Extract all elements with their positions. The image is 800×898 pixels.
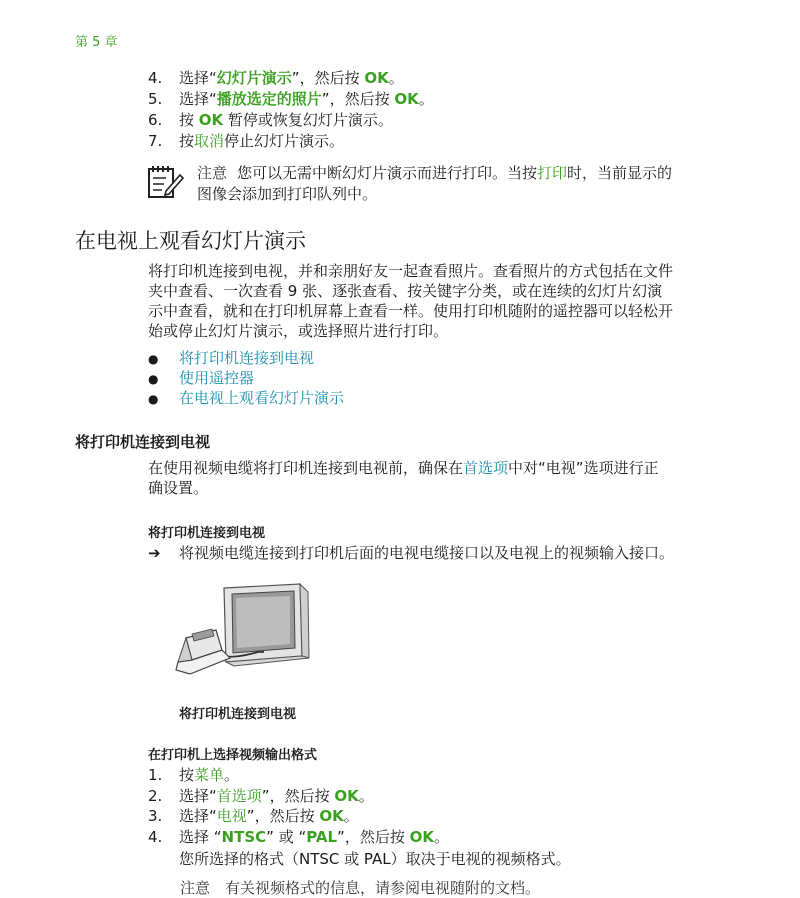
paragraph-line: 确设置。 (148, 479, 209, 497)
paragraph-line: 示中查看，就和在打印机屏幕上查看一样。使用打印机随附的遥控器可以轻松开 (148, 302, 674, 320)
paragraph-line: 夹中查看、一次查看 9 张、逐张查看、按关键字分类，或在连续的幻灯片幻演 (148, 282, 663, 300)
bullet-icon: ● (148, 372, 159, 386)
paragraph-line: 始或停止幻灯片演示，或选择照片进行打印。 (148, 322, 449, 340)
list-item: 7. 按取消停止幻灯片演示。 (148, 132, 345, 150)
paragraph-line: 在使用视频电缆将打印机连接到电视前，确保在首选项中对“电视”选项进行正 (148, 459, 659, 477)
link-preferences[interactable]: 首选项 (463, 459, 509, 477)
section-title: 在电视上观看幻灯片演示 (75, 229, 306, 253)
list-item: 5. 选择“播放选定的照片”，然后按 OK。 (148, 90, 434, 108)
subsection-title: 将打印机连接到电视 (75, 433, 211, 451)
list-item-sub: 您所选择的格式（NTSC 或 PAL）取决于电视的视频格式。 (179, 850, 571, 868)
paragraph-line: 将打印机连接到电视，并和亲朋好友一起查看照片。查看照片的方式包括在文件 (148, 262, 674, 280)
tv-printer-illustration (172, 578, 312, 686)
list-item: 2. 选择“首选项”，然后按 OK。 (148, 787, 374, 805)
bullet-item (148, 388, 344, 409)
link-slideshow-tv[interactable]: 在电视上观看幻灯片演示 (179, 389, 345, 407)
link-remote[interactable]: 使用遥控器 (179, 369, 255, 387)
procedure-step: ➔ 将视频电缆连接到打印机后面的电视电缆接口以及电视上的视频输入接口。 (148, 544, 675, 562)
list-item: 6. 按 OK 暂停或恢复幻灯片演示。 (148, 111, 393, 129)
list-item: 1. 按菜单。 (148, 766, 240, 784)
figure-caption: 将打印机连接到电视 (179, 707, 297, 722)
bullet-icon: ● (148, 352, 159, 366)
list-item: 4. 选择 “NTSC” 或 “PAL”，然后按 OK。 (148, 828, 449, 846)
note-pad-icon (146, 163, 184, 201)
note-text-partial: 注意 有关视频格式的信息，请参阅电视随附的文档。 (180, 879, 541, 897)
note-text: 注意 您可以无需中断幻灯片演示而进行打印。当按打印时，当前显示的 (197, 164, 673, 182)
bullet-item (148, 348, 314, 369)
link-connect-tv[interactable]: 将打印机连接到电视 (179, 349, 315, 367)
procedure-title: 在打印机上选择视频输出格式 (148, 748, 318, 763)
arrow-icon: ➔ (148, 544, 161, 562)
bullet-item (148, 368, 254, 389)
list-item: 3. 选择“电视”，然后按 OK。 (148, 807, 359, 825)
bullet-icon: ● (148, 392, 159, 406)
note-text-line2: 图像会添加到打印队列中。 (197, 185, 378, 203)
chapter-label: 第 5 章 (75, 35, 118, 50)
procedure-title: 将打印机连接到电视 (148, 526, 266, 541)
list-item: 4. 选择“幻灯片演示”，然后按 OK。 (148, 69, 404, 87)
